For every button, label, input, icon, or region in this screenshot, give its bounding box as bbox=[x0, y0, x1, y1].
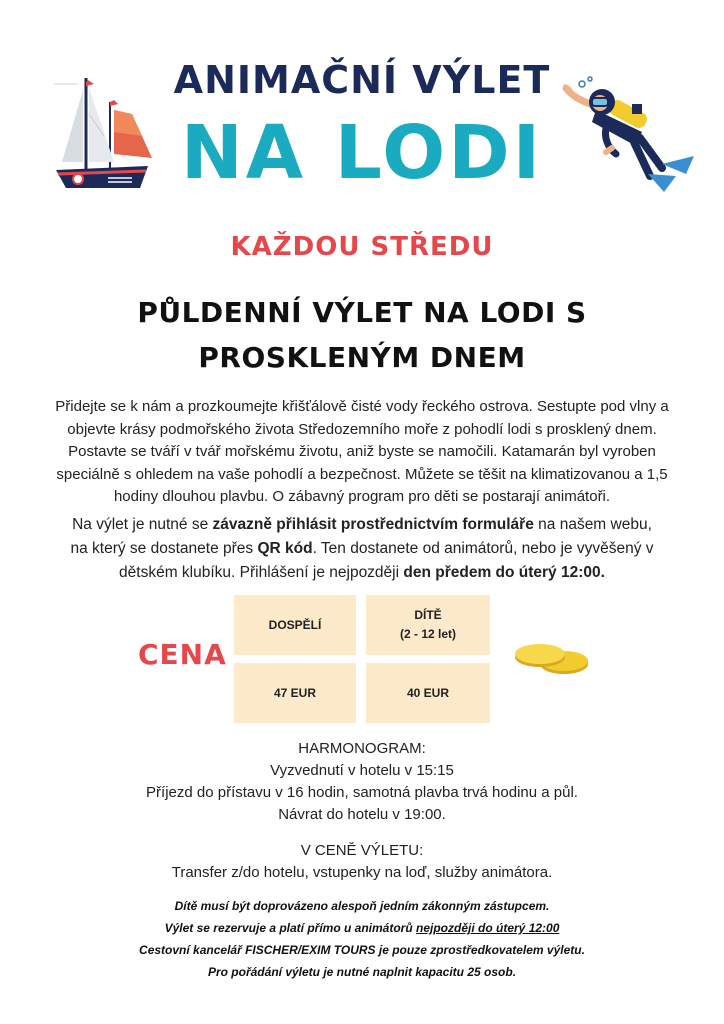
registration-paragraph bbox=[48, 513, 676, 585]
intro-line: hodiny dlouhou plavbu. O zábavný program pro děti se postarají animátoři. bbox=[113, 488, 611, 505]
child-header-cell bbox=[366, 595, 490, 655]
headline-line-2: PROSKLENÝM DNEM bbox=[198, 341, 526, 374]
note-deadline: nejpozději do úterý 12:00 bbox=[416, 921, 560, 935]
registration-text: na našem webu, bbox=[533, 516, 652, 533]
intro-paragraph bbox=[48, 396, 676, 509]
schedule-line: Návrat do hotelu v 19:00. bbox=[278, 806, 446, 823]
child-price-cell bbox=[366, 663, 490, 723]
notes-section bbox=[60, 895, 664, 983]
included-line: Transfer z/do hotelu, vstupenky na loď, služby animátora. bbox=[171, 864, 553, 881]
note-line: Dítě musí být doprovázeno alespoň jedním zákonným zástupcem. bbox=[174, 899, 550, 913]
coins-icon bbox=[512, 640, 592, 680]
note-line: Cestovní kancelář FISCHER/EXIM TOURS je pouze zprostředkovatelem výletu. bbox=[139, 943, 585, 957]
child-price: 40 EUR bbox=[406, 685, 450, 700]
schedule-heading: HARMONOGRAM: bbox=[298, 740, 426, 757]
intro-line: speciálně s ohledem na vaše pohodlí a bezpečnost. Můžete se těšit na klimatizovanou a 1,5 bbox=[56, 465, 668, 483]
qr-code-emphasis: QR kód bbox=[257, 540, 313, 557]
schedule-section bbox=[0, 738, 724, 826]
registration-emphasis: závazně přihlásit prostřednictvím formuláře bbox=[212, 516, 534, 533]
title-line-2: NA LODI bbox=[180, 110, 544, 196]
schedule-line: Příjezd do přístavu v 16 hodin, samotná plavba trvá hodinu a půl. bbox=[146, 784, 578, 801]
intro-line: Postavte se tváří v tvář mořskému životu, aniž byste se namočili. Katamarán byl vyroben bbox=[68, 443, 656, 460]
note-line: Pro pořádání výletu je nutné naplnit kapacitu 25 osob. bbox=[207, 965, 517, 979]
adult-price: 47 EUR bbox=[273, 685, 317, 700]
headline bbox=[60, 290, 664, 380]
adult-header-cell bbox=[234, 595, 356, 655]
registration-text: dětském klubíku. Přihlášení je nejpozději bbox=[119, 564, 404, 581]
included-heading: V CENĚ VÝLETU: bbox=[300, 842, 424, 859]
registration-text: Na výlet je nutné se bbox=[72, 516, 213, 533]
adult-header: DOSPĚLÍ bbox=[268, 617, 322, 632]
registration-text: na který se dostanete přes bbox=[70, 540, 258, 557]
child-header: DÍTĚ bbox=[414, 608, 442, 622]
included-section bbox=[0, 840, 724, 884]
intro-line: Přidejte se k nám a prozkoumejte křišťálově čisté vody řeckého ostrova. Sestupte pod vlny a bbox=[55, 398, 669, 415]
registration-text: . Ten dostanete od animátorů, nebo je vyvěšený v bbox=[312, 540, 654, 557]
adult-price-cell bbox=[234, 663, 356, 723]
child-age: (2 - 12 let) bbox=[399, 627, 456, 641]
price-label: CENA bbox=[138, 638, 227, 671]
deadline-emphasis: den předem do úterý 12:00. bbox=[403, 564, 605, 581]
intro-line: objevte krásy podmořského života Středozemního moře z pohodlí lodi s prosklený dnem. bbox=[67, 420, 657, 438]
title-line-1: ANIMAČNÍ VÝLET bbox=[173, 58, 551, 102]
headline-line-1: PŮLDENNÍ VÝLET NA LODI S bbox=[137, 296, 587, 329]
subtitle: KAŽDOU STŘEDU bbox=[230, 232, 494, 262]
note-text: Výlet se rezervuje a platí přímo u animátorů bbox=[164, 921, 417, 935]
schedule-line: Vyzvednutí v hotelu v 15:15 bbox=[270, 762, 454, 779]
